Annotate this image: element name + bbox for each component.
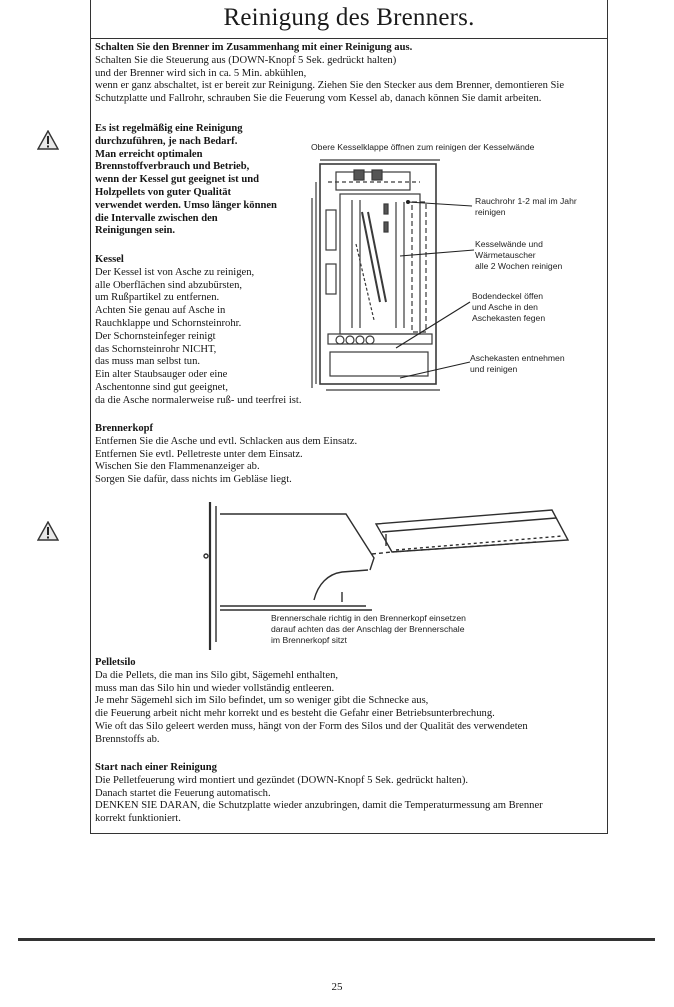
kessel-line: das Schornsteinrohr NICHT, (95, 343, 217, 355)
start-line: korrekt funktioniert. (95, 813, 181, 825)
kessel-line: Der Schornsteinfeger reinigt (95, 330, 216, 342)
brennerkopf-line: Sorgen Sie dafür, dass nichts im Gebläse liegt. (95, 474, 292, 486)
callout-boiler-walls (475, 239, 562, 271)
title-divider (90, 38, 608, 39)
callout-line: alle 2 Wochen reinigen (475, 260, 563, 271)
warning-icon (37, 521, 59, 541)
intro-heading: Schalten Sie den Brenner im Zusammenhang mit einer Reinigung aus. (95, 42, 413, 53)
kessel-section (95, 254, 302, 408)
start-line: Danach startet die Feuerung automatisch. (95, 787, 271, 799)
notice-line: Holzpellets von guter Qualität (95, 186, 232, 198)
pelletsilo-line: Je mehr Sägemehl sich im Silo befindet, um so weniger gibt die Schnecke aus, (95, 695, 429, 707)
pelletsilo-line: Da die Pellets, die man ins Silo gibt, Sägemehl enthalten, (95, 669, 339, 681)
brennerkopf-line: Entfernen Sie die Asche und evtl. Schlacken aus dem Einsatz. (95, 435, 358, 447)
notice-line: Man erreicht optimalen (95, 148, 203, 160)
notice-line: Brennstoffverbrauch und Betrieb, (95, 161, 250, 173)
kessel-line: Achten Sie genau auf Asche in (95, 305, 226, 317)
kessel-line: Der Kessel ist von Asche zu reinigen, (95, 266, 255, 278)
start-line: Die Pelletfeuerung wird montiert und gezündet (DOWN-Knopf 5 Sek. gedrückt halten). (95, 774, 469, 786)
kessel-line: um Rußpartikel zu entfernen. (95, 292, 220, 304)
kessel-heading: Kessel (95, 254, 124, 265)
callout-bottom-lid (472, 291, 545, 323)
burner-caption-line: im Brennerkopf sitzt (271, 634, 347, 645)
diagram-top-caption: Obere Kesselklappe öffnen zum reinigen der Kesselwände (311, 142, 535, 152)
callout-line: Aschekasten fegen (472, 312, 546, 323)
brennerkopf-line: Entfernen Sie evtl. Pelletreste unter dem Einsatz. (95, 448, 303, 460)
callout-line: und reinigen (470, 363, 518, 374)
pelletsilo-heading: Pelletsilo (95, 657, 136, 668)
pelletsilo-line: die Feuerung arbeit nicht mehr korrekt und es besteht die Gefahr einer Betriebsunterbrechung. (95, 708, 495, 720)
intro-line: Schalten Sie die Steuerung aus (DOWN-Knopf 5 Sek. gedrückt halten) (95, 54, 397, 66)
notice-line: wenn der Kessel gut geeignet ist und (95, 174, 260, 186)
notice-line: verwendet werden. Umso länger können (95, 199, 277, 211)
brennerkopf-section (95, 423, 357, 487)
pelletsilo-line: Wie oft das Silo geleert werden muss, hängt von der Form des Silos und der Qualität des verwendeten (95, 720, 528, 732)
callout-flue-pipe (475, 196, 577, 218)
brennerkopf-heading: Brennerkopf (95, 423, 154, 434)
intro-section (95, 42, 564, 106)
start-section (95, 762, 543, 826)
kessel-line: alle Oberflächen sind abzubürsten, (95, 279, 243, 291)
pelletsilo-line: Brennstoffs ab. (95, 733, 160, 745)
notice-line: Es ist regelmäßig eine Reinigung (95, 123, 243, 134)
burner-caption (271, 613, 466, 645)
callout-ash-box (470, 353, 565, 375)
pelletsilo-line: muss man das Silo hin und wieder vollständig entleeren. (95, 682, 335, 694)
intro-line: und der Brenner wird sich in ca. 5 Min. abkühlen, (95, 67, 307, 79)
notice-line: die Intervalle zwischen den (95, 212, 218, 224)
notice-line: Reinigungen sein. (95, 225, 176, 237)
kessel-line: da die Asche normalerweise ruß- und teerfrei ist. (95, 394, 302, 406)
callout-line: Aschekasten entnehmen (470, 353, 565, 363)
callout-line: Rauchrohr 1-2 mal im Jahr (475, 196, 577, 206)
start-line: DENKEN SIE DARAN, die Schutzplatte wieder anzubringen, damit die Temperaturmessung am Brenner (95, 800, 543, 812)
callout-line: Wärmetauscher (475, 249, 536, 260)
burner-caption-line: darauf achten das der Anschlag der Brennerschale (271, 623, 465, 634)
intro-line: Schutzplatte und Fallrohr, schrauben Sie die Feuerung vom Kessel ab, danach können Sie damit arbeiten. (95, 93, 542, 105)
cleaning-notice (95, 123, 277, 238)
page-number: 25 (331, 981, 343, 993)
kessel-line: das muss man selbst tun. (95, 356, 201, 368)
page-title: Reinigung des Brenners. (223, 4, 475, 31)
warning-icon (37, 130, 59, 150)
callout-line: Kesselwände und (475, 239, 543, 249)
intro-line: wenn er ganz abschaltet, ist er bereit zur Reinigung. Ziehen Sie den Stecker aus dem Brenner, demontieren Sie (95, 80, 565, 92)
footer-divider (18, 938, 655, 941)
start-heading: Start nach einer Reinigung (95, 762, 217, 773)
brennerkopf-line: Wischen Sie den Flammenanzeiger ab. (95, 461, 260, 473)
callout-line: und Asche in den (472, 301, 538, 312)
pelletsilo-section (95, 657, 528, 747)
notice-line: durchzuführen, je nach Bedarf. (95, 135, 238, 147)
kessel-line: Rauchklappe und Schornsteinrohr. (95, 317, 242, 329)
kessel-line: Aschentonne sind gut geeignet, (95, 381, 228, 393)
callout-line: Bodendeckel öffen (472, 291, 544, 301)
burner-caption-line: Brennerschale richtig in den Brennerkopf einsetzen (271, 613, 466, 623)
callout-line: reinigen (475, 206, 506, 217)
kessel-line: Ein alter Staubsauger oder eine (95, 369, 228, 381)
callout-dot (406, 200, 410, 204)
